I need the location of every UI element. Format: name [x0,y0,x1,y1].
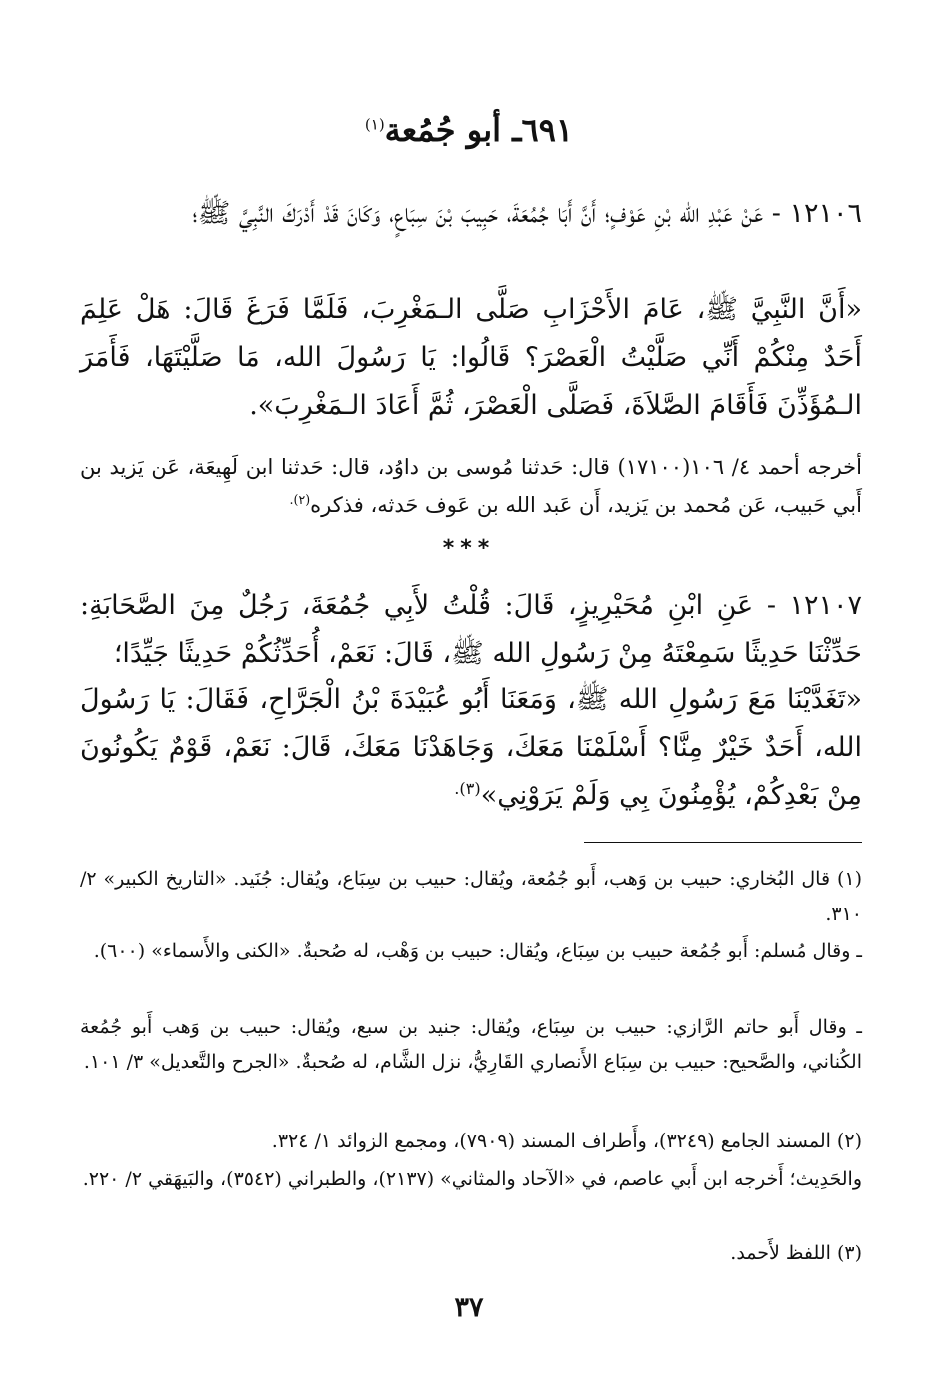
takhrij-text: أخرجه أحمد ٤/ ١٠٦(١٧١٠٠) قال: حَدثنا مُوسى بن داوُد، قال: حَدثنا ابن لَهِيعَة، عَن يَزيد بن أَبي حَبيب، عَن مُحمد بن يَزيد، أَن عَبد الله بن عَوف حَدثه، فذكره [80,455,862,517]
footnote-ref-2: (٢). [289,492,311,507]
footnote-1-muslim: ـ وقال مُسلم: أَبو جُمُعة حبيب بن سِبَاع، ويُقال: حبيب بن وَهْب، له صُحبةٌ. «الكنى والأَسماء» (٦٠٠). [93,940,862,962]
footnote-ref-3: (٣). [454,779,481,798]
hadith-12106-takhrij [80,448,862,524]
footnote-2-hadith: والحَدِيث؛ أَخرجه ابن أَبي عاصم، في «الآحاد والمثاني» (٢١٣٧)، والطبراني (٣٥٤٢)، والبَيهَقي ٢/ ٢٢٠. [82,1168,862,1190]
footnote-2: (٢) المسند الجامع (٣٢٤٩)، وأَطراف المسند (٧٩٠٩)، ومجمع الزوائد ١/ ٣٢٤. [271,1130,862,1152]
chapter-heading-text: ٦٩١ـ أبو جُمُعة [384,111,574,149]
footnote-divider [584,842,862,843]
footnote-1: (١) قال البُخاري: حبيب بن وَهب، أَبو جُمُعة، ويُقال: حبيب بن سِبَاع، ويُقال: جُنَيد. «التاريخ الكبير» ٢/ ٣١٠. [80,868,862,925]
footnote-ref-1: (١) [364,115,385,134]
matn-text: «تَغَدَّيْنَا مَعَ رَسُولِ الله ﷺ، وَمَعَنَا أَبُو عُبَيْدَةَ بْنُ الْجَرَّاحِ، فَقَالَ: يَا رَسُولَ الله، أَحَدٌ خَيْرٌ مِنَّا؟ أَسْلَمْنَا مَعَكَ، وَجَاهَدْنَا مَعَكَ، قَالَ: نَعَمْ، قَوْمٌ يَكُونُونَ مِنْ بَعْدِكُمْ، يُؤْمِنُونَ بِي وَلَمْ يَرَوْنِي» [80,684,862,811]
section-separator: *** [442,536,496,561]
page-number: ٣٧ [454,1292,484,1323]
footnote-1-abu-hatim: ـ وقال أَبو حاتم الرَّازي: حبيب بن سِبَاع، ويُقال: جنيد بن سبع، ويُقال: حبيب بن وَهب أَبو جُمُعة الكُناني، والصَّحيح: حبيب بن سِبَاع الأَنصاري القَارِيُّ، نزل الشَّام، له صُحبةٌ. «الجرح والتَّعديل» ٣/ ١٠١. [80,1016,862,1073]
chapter-heading [0,108,938,152]
hadith-12107-isnad: ١٢١٠٧ - عَنِ ابْنِ مُحَيْرِيزٍ، قَالَ: قُلْتُ لأَبِي جُمُعَةَ، رَجُلٌ مِنَ الصَّحَابَةِ: حَدِّثْنَا حَدِيثًا سَمِعْتَهُ مِنْ رَسُولِ الله ﷺ، قَالَ: نَعَمْ، أُحَدِّثُكُمْ حَدِيثًا جَيِّدًا؛ [80,590,862,669]
hadith-12107-matn [80,676,862,820]
footnote-3: (٣) اللفظ لأَحمد. [730,1242,862,1264]
hadith-12106-isnad: ١٢١٠٦ - عَنْ عَبْدِ الله بْنِ عَوْفٍ؛ أَنَّ أَبَا جُمُعَةَ، حَبِيبَ بْنَ سِبَاعٍ، وَكَانَ قَدْ أَدْرَكَ النَّبِيَّ ﷺ؛ [192,198,862,229]
hadith-12106-matn: «أَنَّ النَّبِيَّ ﷺ، عَامَ الأَحْزَابِ صَلَّى الـمَغْرِبَ، فَلَمَّا فَرَغَ قَالَ: هَلْ عَلِمَ أَحَدٌ مِنْكُمْ أَنِّي صَلَّيْتُ الْعَصْرَ؟ قَالُوا: يَا رَسُولَ الله، مَا صَلَّيْتَهَا، فَأَمَرَ الـمُؤَذِّنَ فَأَقَامَ الصَّلاَةَ، فَصَلَّى الْعَصْرَ، ثُمَّ أَعَادَ الـمَغْرِبَ». [80,294,862,421]
